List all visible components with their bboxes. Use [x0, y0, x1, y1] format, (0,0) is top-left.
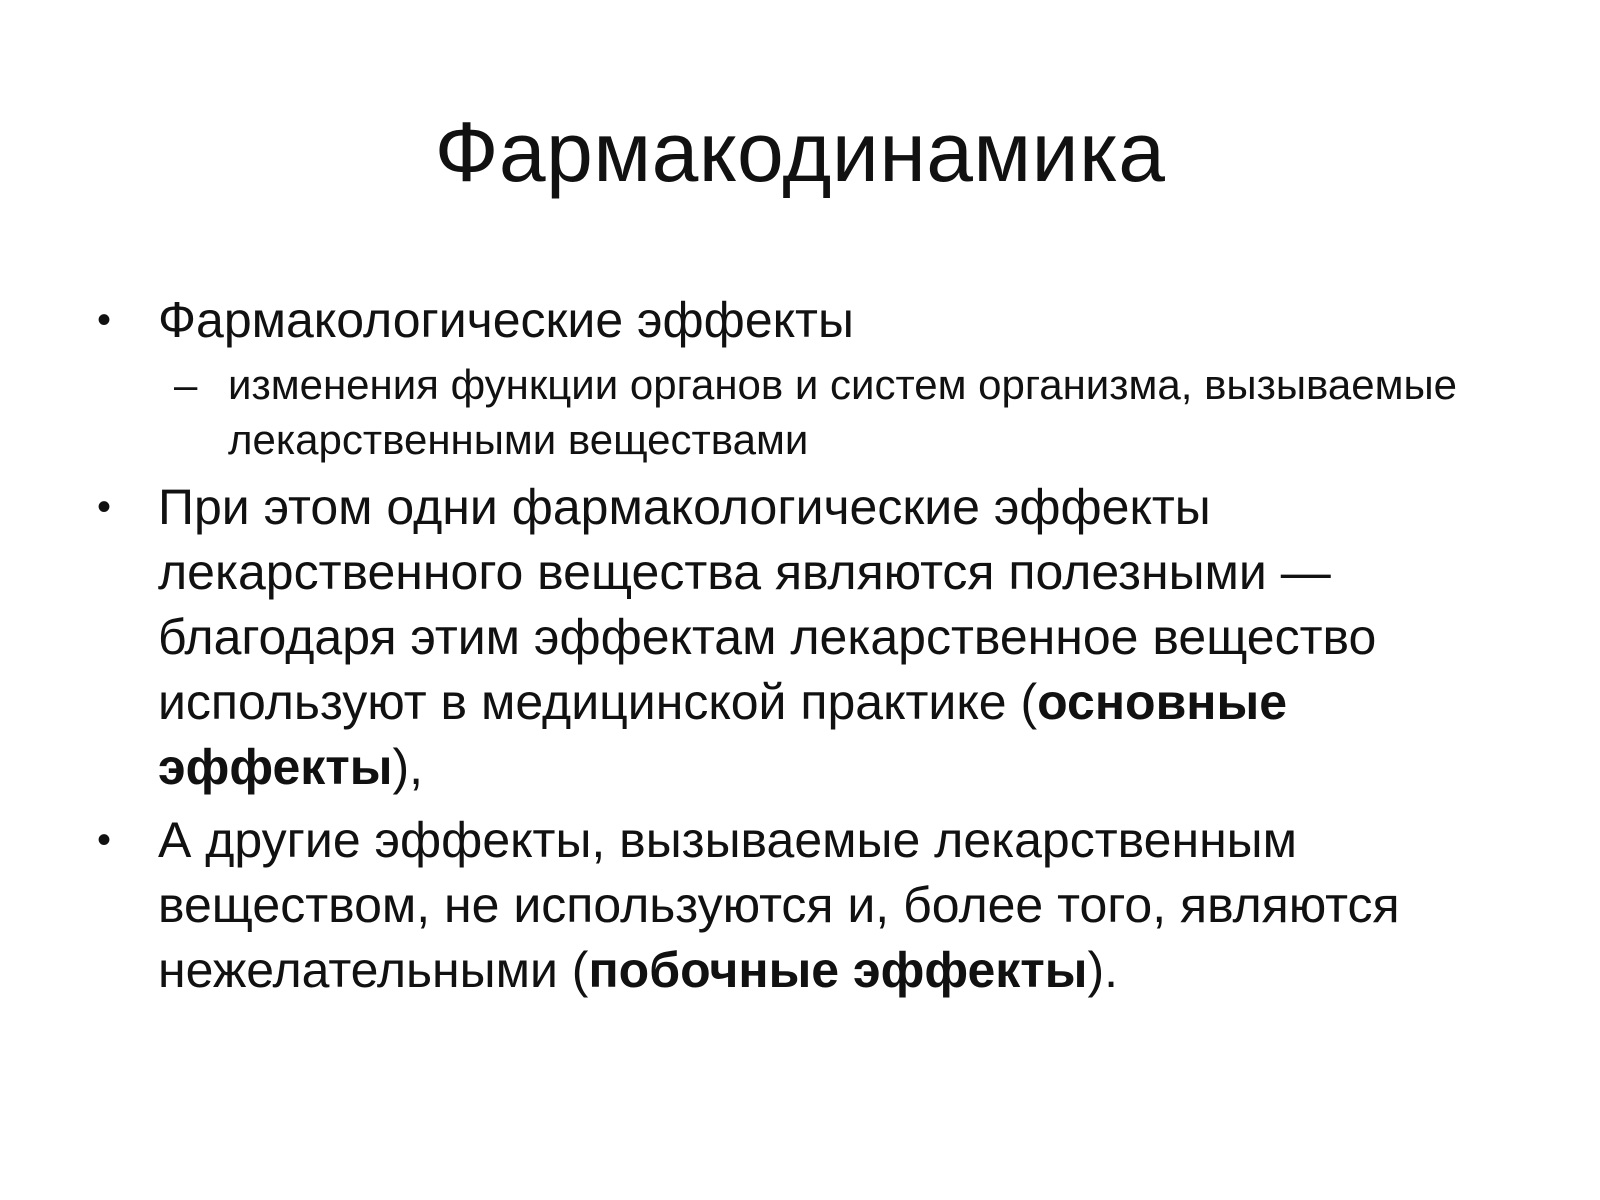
sub-bullet-text: изменения функции органов и систем организма, вызываемые лекарственными веществами: [228, 361, 1458, 463]
dash-icon: –: [174, 361, 198, 408]
sub-bullet-item-definition: [0, 357, 1600, 467]
bullet-item-main-effects: [0, 475, 1600, 800]
slide-title: Фармакодинамика: [434, 105, 1166, 199]
bullet-text-post: ).: [1087, 942, 1119, 998]
bullet-dot-icon: •: [97, 485, 112, 529]
bullet-text: Фармакологические эффекты: [158, 292, 854, 348]
bullet-list: [0, 288, 1600, 1003]
bullet-text-bold: основные эффекты: [158, 674, 1288, 795]
bullet-dot-icon: •: [97, 818, 112, 862]
bullet-text-pre: При этом одни фармакологические эффекты лекарственного вещества являются полезными — благодаря этим эффектам лекарственное вещество используют в медицинской практике (: [158, 479, 1377, 730]
bullet-text-post: ),: [392, 739, 424, 795]
bullet-dot-icon: •: [97, 298, 112, 342]
bullet-text-bold: побочные эффекты: [588, 942, 1088, 998]
bullet-text-pre: А другие эффекты, вызываемые лекарственным веществом, не используются и, более того, являются нежелательными (: [158, 812, 1400, 998]
bullet-item-side-effects: [0, 808, 1600, 1003]
bullet-item-pharmacological-effects: [0, 288, 1600, 353]
